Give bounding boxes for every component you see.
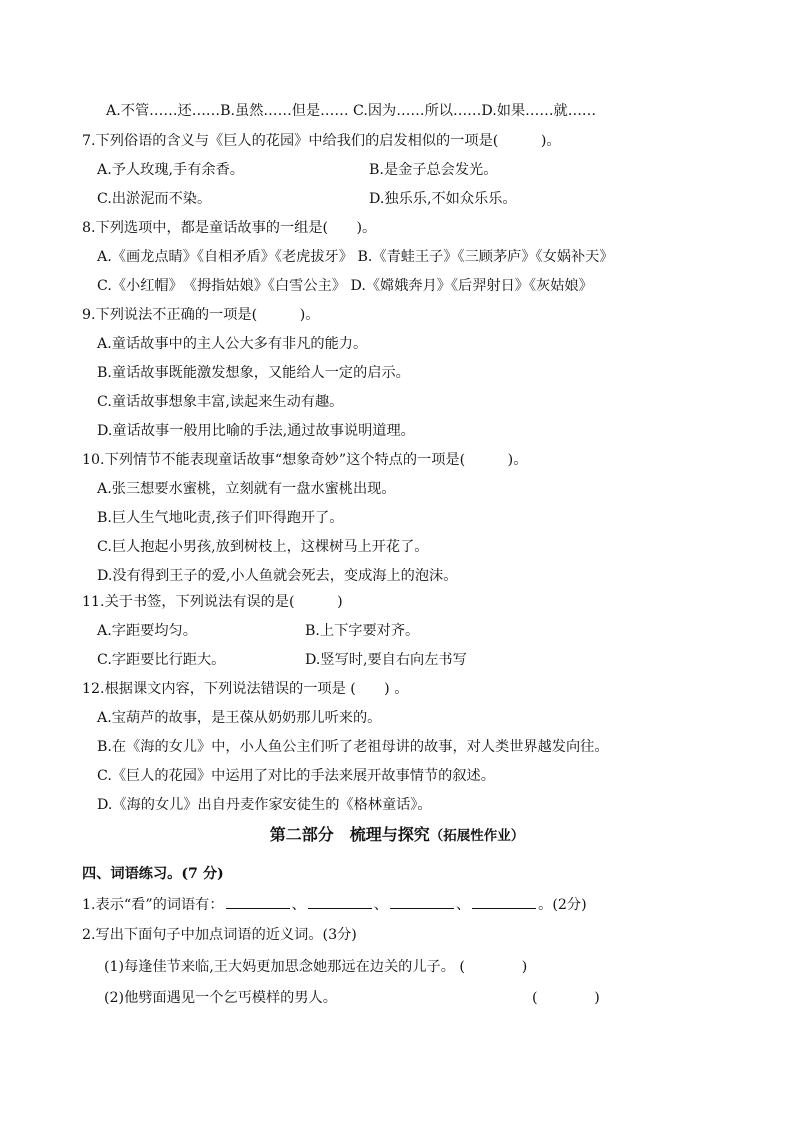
q7-stem: 7.下列俗语的含义与《巨人的花园》中给我们的启发相似的一项是( )。	[82, 133, 561, 149]
word-q2-sentence-2: (2)他劈面遇见一个乞丐模样的男人。	[104, 990, 337, 1006]
word-q2-stem: 2.写出下面句子中加点词语的近义词。(3分)	[82, 927, 357, 943]
q9-option-c: C.童话故事想象丰富,读起来生动有趣。	[97, 394, 344, 410]
q9-option-b: B.童话故事既能激发想象，又能给人一定的启示。	[97, 365, 410, 381]
q11-option-a: A.字距要均匀。	[97, 623, 197, 639]
q10-option-b: B.巨人生气地叱责,孩子们吓得跑开了。	[97, 510, 344, 526]
q10-option-c: C.巨人抱起小男孩,放到树枝上，这棵树马上开花了。	[97, 539, 429, 555]
q7-option-b: B.是金子总会发光。	[369, 162, 498, 178]
q7-option-d: D.独乐乐,不如众乐乐。	[369, 191, 517, 207]
word-q1-prefix: 1.表示“看”的词语有：	[82, 897, 224, 913]
q7-option-c: C.出淤泥而不染。	[97, 191, 212, 207]
q8-options-cd: C.《小红帽》 《拇指姑娘》《白雪公主》 D.《嫦娥奔月》《后羿射日》《灰姑娘》	[97, 278, 593, 294]
q8-options-ab: A.《画龙点睛》《自相矛盾》《老虎拔牙》 B.《青蛙王子》《三顾茅庐》《女娲补天》	[97, 249, 614, 265]
part-two-title	[0, 823, 794, 848]
part-two-title-main: 第二部分 梳理与探究	[269, 825, 430, 844]
q12-option-b: B.在《海的女儿》中，小人鱼公主们听了老祖母讲的故事，对人类世界越发向往。	[97, 739, 609, 755]
q12-option-c: C.《巨人的花园》中运用了对比的手法来展开故事情节的叙述。	[97, 768, 495, 784]
answer-blank-1[interactable]	[226, 894, 290, 909]
q11-option-b: B.上下字要对齐。	[305, 623, 420, 639]
q12-stem: 12.根据课文内容，下列说法错误的一项是 ( ) 。	[82, 681, 409, 697]
q10-option-d: D.没有得到王子的爱,小人鱼就会死去，变成海上的泡沫。	[97, 568, 458, 584]
q12-option-d: D.《海的女儿》出自丹麦作家安徒生的《格林童话》。	[97, 797, 432, 813]
q9-option-a: A.童话故事中的主人公大多有非凡的能力。	[97, 336, 368, 352]
word-q1	[82, 894, 587, 915]
separator: 、	[291, 897, 306, 913]
separator: 、	[373, 897, 388, 913]
q10-stem: 10.下列情节不能表现童话故事“想象奇妙”这个特点的一项是( )。	[82, 452, 528, 468]
answer-blank-4[interactable]	[472, 894, 536, 909]
q9-option-d: D.童话故事一般用比喻的手法,通过故事说明道理。	[97, 423, 415, 439]
q7-option-a: A.予人玫瑰,手有余香。	[97, 162, 244, 178]
q10-option-a: A.张三想要水蜜桃，立刻就有一盘水蜜桃出现。	[97, 481, 396, 497]
q9-stem: 9.下列说法不正确的一项是( )。	[82, 307, 320, 323]
word-q2-sentence-1: (1)每逢佳节来临,王大妈更加思念她那远在边关的儿子。 ( )	[104, 959, 528, 975]
answer-blank-3[interactable]	[390, 894, 454, 909]
word-q2-sentence-2-answer: ( )	[532, 990, 600, 1006]
q11-option-d: D.竖写时,要自右向左书写	[305, 652, 467, 668]
q11-stem: 11.关于书签，下列说法有误的是( )	[82, 594, 343, 610]
q12-option-a: A.宝葫芦的故事，是王葆从奶奶那儿听来的。	[97, 710, 382, 726]
part-two-subtitle: （拓展性作业）	[429, 828, 525, 844]
separator: 、	[455, 897, 471, 913]
q11-option-c: C.字距要比行距大。	[97, 652, 226, 668]
answer-blank-2[interactable]	[308, 894, 372, 909]
q6-options: A.不管……还……B.虽然……但是…… C.因为……所以……D.如果……就……	[106, 103, 597, 119]
q8-stem: 8.下列选项中，都是童话故事的一组是( )。	[82, 220, 377, 236]
section-four-heading: 四、词语练习。(7 分)	[82, 866, 224, 882]
word-q1-end: 。(2分)	[538, 897, 587, 913]
